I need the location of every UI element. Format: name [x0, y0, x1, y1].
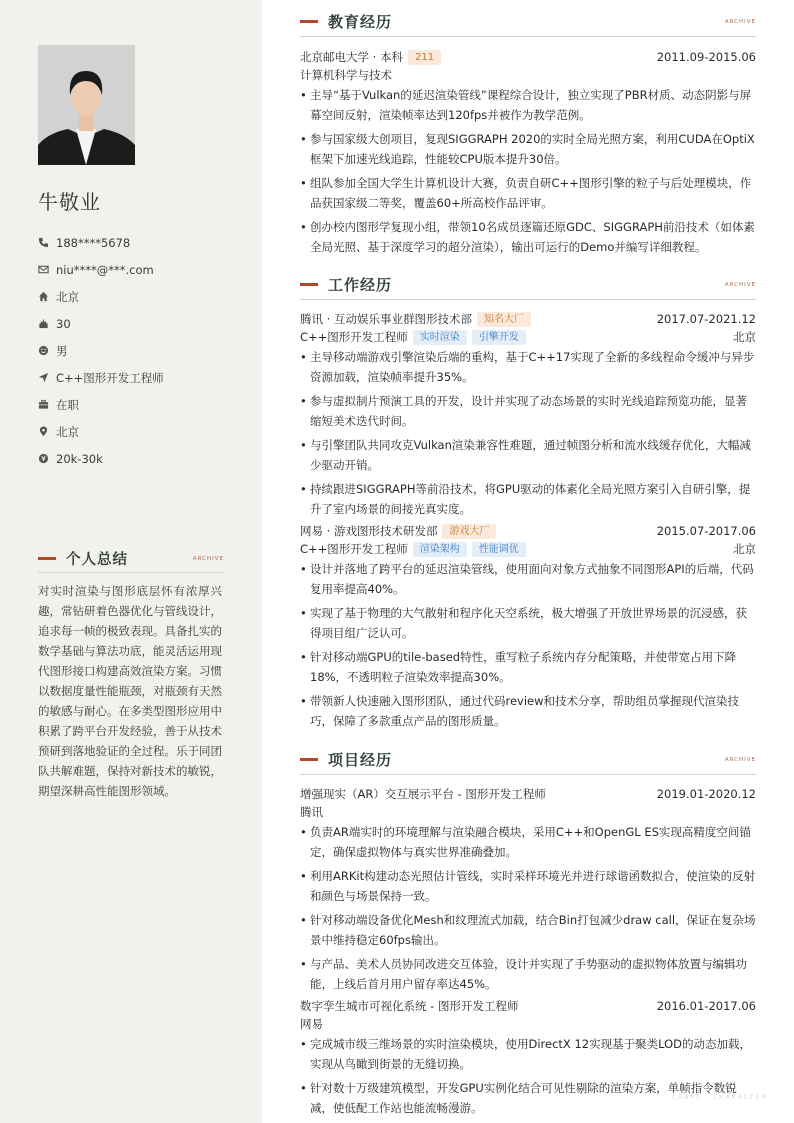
job-company: 腾讯 · 互动娱乐事业群图形技术部 [300, 312, 472, 326]
summary-header [38, 545, 224, 573]
project-company: 网易 [300, 1017, 323, 1031]
money-icon [38, 453, 56, 464]
job-company-row [300, 522, 756, 540]
job-skill-tag: 渲染架构 [413, 542, 467, 557]
phone-icon [38, 237, 56, 248]
education-title: 教育经历 [328, 13, 393, 31]
contact-salary [38, 445, 164, 472]
smile-icon [38, 345, 56, 356]
school-name: 北京邮电大学 · 本科 [300, 50, 403, 64]
education-row [300, 48, 756, 66]
project-entry-digital-twin [300, 997, 756, 1122]
work-archive-label: ARCHIVE [724, 281, 756, 288]
job-entry-tencent [300, 310, 756, 523]
contact-age-text: 30 [56, 316, 71, 331]
work-title: 工作经历 [328, 276, 393, 294]
contact-location-text: 北京 [56, 424, 79, 439]
section-accent-bar [38, 557, 56, 560]
list-item: • 与引擎团队共同攻克Vulkan渲染兼容性难题，通过帧图分析和流水线缓存优化，大幅减少驱动开销。 [300, 435, 756, 475]
job-role: C++图形开发工程师 [300, 542, 408, 556]
contact-gender-text: 男 [56, 343, 68, 358]
job-bullets [300, 347, 756, 519]
contact-gender [38, 337, 164, 364]
project-entry-ar [300, 785, 756, 998]
job-skill-tag: 引擎开发 [472, 330, 526, 345]
education-date: 2011.09-2015.06 [656, 50, 756, 64]
project-company: 腾讯 [300, 805, 323, 819]
list-item: • 完成城市级三维场景的实时渲染模块，使用DirectX 12实现基于聚类LOD的动态加载，实现从鸟瞰到街景的无缝切换。 [300, 1034, 756, 1074]
list-item: • 负责AR端实时的环境理解与渲染融合模块，采用C++和OpenGL ES实现高精度空间锚定，确保虚拟物体与真实世界准确叠加。 [300, 822, 756, 862]
briefcase-icon [38, 399, 56, 410]
job-skill-tag: 性能调优 [472, 542, 526, 557]
contact-list [38, 229, 164, 472]
project-name: 增强现实（AR）交互展示平台 - 图形开发工程师 [300, 787, 546, 801]
candidate-name: 牛敬业 [38, 190, 101, 214]
job-company-tag: 知名大厂 [477, 312, 531, 327]
contact-phone-text: 188****5678 [56, 235, 131, 250]
contact-home [38, 283, 164, 310]
contact-position [38, 364, 164, 391]
list-item: • 实现了基于物理的大气散射和程序化天空系统，极大增强了开放世界场景的沉浸感，获得项目组广泛认可。 [300, 603, 756, 643]
project-name-row [300, 785, 756, 803]
contact-status [38, 391, 164, 418]
contact-age [38, 310, 164, 337]
work-header [300, 270, 756, 300]
job-date: 2015.07-2017.06 [656, 524, 756, 538]
project-date: 2016.01-2017.06 [656, 999, 756, 1013]
project-bullets [300, 1034, 756, 1118]
job-company-row [300, 310, 756, 328]
watermark: CRAFT · CHARACTER [672, 1094, 768, 1101]
contact-phone [38, 229, 164, 256]
contact-location [38, 418, 164, 445]
summary-text: 对实时渲染与图形底层怀有浓厚兴趣，常钻研着色器优化与管线设计，追求每一帧的极致表现。具备扎实的数学基础与算法功底，能灵活运用现代图形接口构建高效渲染方案。习惯以数据度量性能瓶颈，对瓶颈有天然的敏感与耐心。在多类型图形应用中积累了跨平台开发经验，善于从技术预研到落地验证的全过程。乐于同团队共解难题，保持对新技术的敏锐，期望深耕高性能图形领域。 [38, 584, 222, 798]
list-item: • 利用ARKit构建动态光照估计管线，实时采样环境光并进行球谐函数拟合，使渲染的反射和颜色与场景保持一致。 [300, 866, 756, 906]
job-location: 北京 [733, 542, 756, 556]
list-item: • 创办校内图形学复现小组，带领10名成员逐篇还原GDC、SIGGRAPH前沿技术（如体素全局光照、基于深度学习的超分渲染），输出可运行的Demo并编写详细教程。 [300, 217, 756, 257]
list-item: • 与产品、美术人员协同改进交互体验，设计并实现了手势驱动的虚拟物体放置与编辑功能，上线后首月用户留存率达45%。 [300, 954, 756, 994]
list-item: • 参与虚拟制片预演工具的开发，设计并实现了动态场景的实时光线追踪预览功能，显著缩短美术迭代时间。 [300, 391, 756, 431]
education-major-row [300, 66, 756, 84]
job-location: 北京 [733, 330, 756, 344]
job-skill-tag: 实时渲染 [413, 330, 467, 345]
project-name: 数字孪生城市可视化系统 - 图形开发工程师 [300, 999, 519, 1013]
avatar-photo [38, 45, 135, 165]
project-date: 2019.01-2020.12 [656, 787, 756, 801]
contact-position-text: C++图形开发工程师 [56, 370, 164, 385]
education-major: 计算机科学与技术 [300, 68, 392, 82]
list-item: • 持续跟进SIGGRAPH等前沿技术，将GPU驱动的体素化全局光照方案引入自研引擎，提升了室内场景的间接光真实度。 [300, 479, 756, 519]
list-item: • 带领新人快速融入图形团队，通过代码review和技术分享，帮助组员掌握现代渲染技巧，保障了多款重点产品的图形质量。 [300, 691, 756, 731]
section-accent-bar [300, 20, 318, 23]
school-tag: 211 [408, 50, 441, 65]
list-item: • 主导“基于Vulkan的延迟渲染管线”课程综合设计，独立实现了PBR材质、动态阴影与屏幕空间反射，渲染帧率达到120fps并被作为教学范例。 [300, 85, 756, 125]
contact-email [38, 256, 164, 283]
education-entry [300, 48, 756, 261]
job-date: 2017.07-2021.12 [656, 312, 756, 326]
section-accent-bar [300, 283, 318, 286]
contact-home-text: 北京 [56, 289, 79, 304]
home-icon [38, 291, 56, 302]
list-item: • 主导移动端游戏引擎渲染后端的重构，基于C++17实现了全新的多线程命令缓冲与异步资源加载，渲染帧率提升35%。 [300, 347, 756, 387]
job-company-tag: 游戏大厂 [442, 524, 496, 539]
projects-header [300, 745, 756, 775]
projects-archive-label: ARCHIVE [724, 756, 756, 763]
contact-status-text: 在职 [56, 397, 79, 412]
list-item: • 参与国家级大创项目，复现SIGGRAPH 2020的实时全局光照方案，利用CUDA在OptiX框架下加速光线追踪，性能较CPU版本提升30倍。 [300, 129, 756, 169]
cake-icon [38, 318, 56, 329]
list-item: • 针对移动端GPU的tile-based特性，重写粒子系统内存分配策略，并使带宽占用下降18%，不透明粒子渲染效率提高30%。 [300, 647, 756, 687]
sidebar [0, 0, 262, 1123]
location-pin-icon [38, 426, 56, 437]
list-item: • 针对数十万级建筑模型，开发GPU实例化结合可见性剔除的渲染方案，单帧指令数锐减，使低配工作站也能流畅漫游。 [300, 1078, 756, 1118]
job-role-row [300, 540, 756, 558]
summary-archive-label: ARCHIVE [192, 555, 224, 562]
projects-title: 项目经历 [328, 751, 393, 769]
education-bullets [300, 85, 756, 257]
section-accent-bar [300, 758, 318, 761]
job-company: 网易 · 游戏图形技术研发部 [300, 524, 438, 538]
job-role-row [300, 328, 756, 346]
list-item: • 设计并落地了跨平台的延迟渲染管线，使用面向对象方式抽象不同图形API的后端，代码复用率提高40%。 [300, 559, 756, 599]
send-icon [38, 372, 56, 383]
project-company-row [300, 1015, 756, 1033]
contact-salary-text: 20k-30k [56, 451, 103, 466]
project-bullets [300, 822, 756, 994]
list-item: • 组队参加全国大学生计算机设计大赛，负责自研C++图形引擎的粒子与后处理模块，作品获国家级二等奖，覆盖60+所高校作品评审。 [300, 173, 756, 213]
contact-email-text: niu****@***.com [56, 262, 154, 277]
job-entry-netease [300, 522, 756, 735]
summary-title: 个人总结 [66, 552, 128, 568]
project-name-row [300, 997, 756, 1015]
list-item: • 针对移动端设备优化Mesh和纹理流式加载，结合Bin打包减少draw call，保证在复杂场景中维持稳定60fps输出。 [300, 910, 756, 950]
education-archive-label: ARCHIVE [724, 18, 756, 25]
education-header [300, 7, 756, 37]
mail-icon [38, 264, 56, 275]
job-bullets [300, 559, 756, 731]
project-company-row [300, 803, 756, 821]
job-role: C++图形开发工程师 [300, 330, 408, 344]
